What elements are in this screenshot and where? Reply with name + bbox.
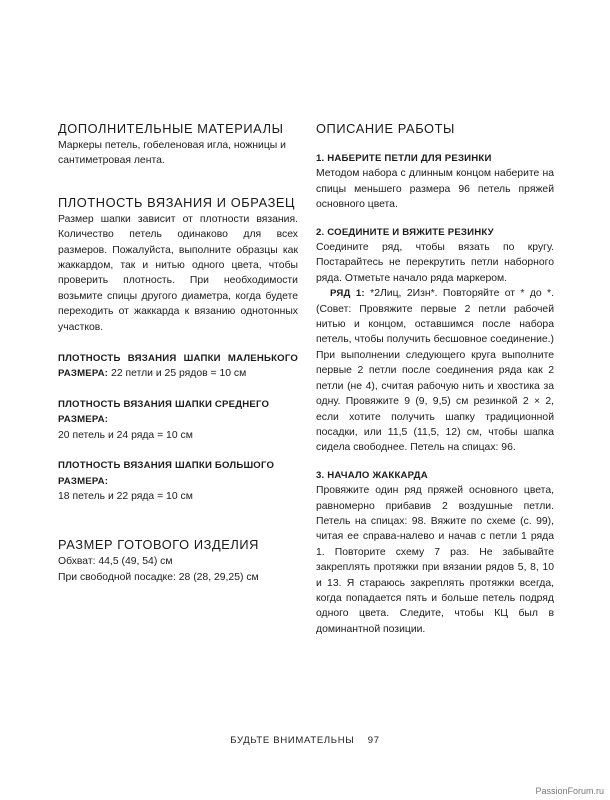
gauge-small — [58, 351, 298, 382]
footer-section-title: БУДЬТЕ ВНИМАТЕЛЬНЫ — [230, 735, 355, 746]
gauge-small-value: 22 петли и 25 рядов = 10 см — [108, 368, 247, 380]
materials-text: Маркеры петель, гобеленовая игла, ножницы и сантиметровая лента. — [58, 140, 286, 167]
step1-text: Методом набора с длинным концом наберите на спицы меньшего размера 96 петель пряжей основного цвета. — [316, 168, 554, 211]
gauge-heading: ПЛОТНОСТЬ ВЯЗАНИЯ И ОБРАЗЕЦ — [58, 194, 296, 210]
gauge-large-label: ПЛОТНОСТЬ ВЯЗАНИЯ ШАПКИ БОЛЬШОГО РАЗМЕРА: — [58, 460, 275, 487]
step2-title: 2. СОЕДИНИТЕ И ВЯЖИТЕ РЕЗИНКУ — [316, 226, 494, 238]
gauge-text: Размер шапки зависит от плотности вязания. Количество петель одинаково для всех размеров. Пожалуйста, выполните образцы как жаккардом, так и нитью одного цвета, чтобы проверить плотность. При необходимости возьмите спицы другого диаметра, когда будете переходить от жаккарда к вязанию однотонных участков. — [58, 213, 298, 333]
page-footer — [0, 735, 610, 746]
step3-text: Провяжите один ряд пряжей основного цвета, равномерно прибавив 2 воздушные петли. Петель на спицах: 98. Вяжите по схеме (с. 99), читая ее справа-налево и начав с петли 1 ряда 1. Повторите схему 7 раз. Не забывайте закреплять протяжки при вязании рядов 5, 8, 10 и 13. Я стараюсь закреплять протяжки всегда, когда попадается пять и больше петель подряд одного цвета. Следите, чтобы КЦ был в доминантной позиции. — [316, 485, 554, 635]
left-column — [58, 120, 298, 585]
size-heading: РАЗМЕР ГОТОВОГО ИЗДЕЛИЯ — [58, 537, 259, 553]
gauge-medium-label: ПЛОТНОСТЬ ВЯЗАНИЯ ШАПКИ СРЕДНЕГО РАЗМЕРА: — [58, 398, 270, 426]
step1-title: 1. НАБЕРИТЕ ПЕТЛИ ДЛЯ РЕЗИНКИ — [316, 153, 492, 164]
work-heading: ОПИСАНИЕ РАБОТЫ — [316, 121, 455, 136]
row1-label: РЯД 1: — [330, 288, 365, 300]
watermark: PassionForum.ru — [535, 786, 604, 796]
step2-text: Соедините ряд, чтобы вязать по кругу. Постарайтесь не перекрутить петли наборного ряда. Отметьте начало ряда маркером. — [316, 242, 554, 284]
gauge-small-label: ПЛОТНОСТЬ ВЯЗАНИЯ ШАПКИ МАЛЕНЬКОГО РАЗМЕРА: — [58, 353, 298, 380]
row1-text: *2Лиц, 2Изн*. Повторяйте от * до *. (Совет: Провяжите первые 2 петли рабочей нитью и концом, оставшимся после набора петель, чтобы получить бесшовное соединение.) При выполнении следующего круга выполните первые 2 петли после соединения ряда как 2 петли (не 4), считая рабочую нить и хвостика за одну. Провяжите 9 (9, 9,5) см резинкой 2 × 2, если хотите получить шапку традиционной посадки, или 11,5 (11,5, 12) см, чтобы шапка сидела свободнее. Петель на спицах: 96. — [316, 288, 554, 454]
right-column — [316, 120, 554, 637]
gauge-large-value: 18 петель и 22 ряда = 10 см — [58, 490, 193, 502]
page-number: 97 — [367, 735, 380, 746]
step3-title: 3. НАЧАЛО ЖАККАРДА — [316, 469, 428, 481]
size-girth: Обхват: 44,5 (49, 54) см — [58, 556, 173, 568]
step2-row — [316, 286, 554, 455]
size-loose-fit: При свободной посадке: 28 (28, 29,25) см — [58, 571, 259, 583]
materials-heading: ДОПОЛНИТЕЛЬНЫЕ МАТЕРИАЛЫ — [58, 121, 284, 136]
gauge-medium-value: 20 петель и 24 ряда = 10 см — [58, 429, 193, 441]
